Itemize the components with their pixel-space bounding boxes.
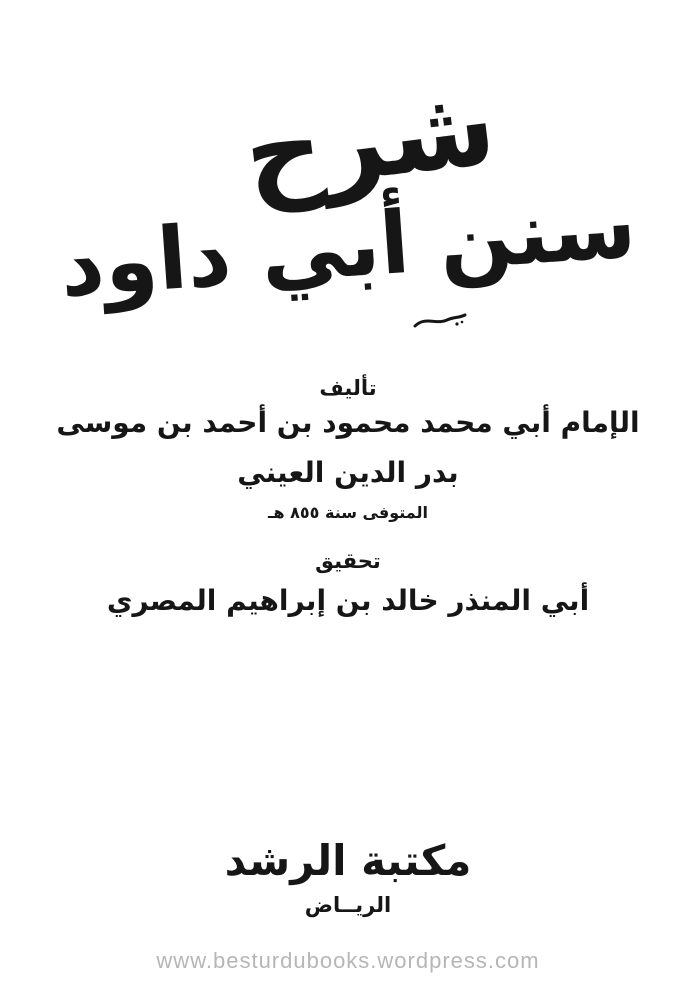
- publisher-name: مكتبة الرشد: [224, 836, 472, 885]
- publisher-city: الريــاض: [304, 893, 392, 917]
- editor-section-label: تحقيق: [315, 549, 381, 573]
- author-death-note: المتوفى سنة ٨٥٥ هـ: [268, 503, 428, 522]
- author-section-label: تأليف: [319, 376, 377, 400]
- calligrapher-flourish-icon: [413, 312, 469, 334]
- book-title-line-1: شرح: [237, 63, 503, 218]
- editor-name: أبي المنذر خالد بن إبراهيم المصري: [106, 584, 590, 617]
- watermark-url-text: www.besturdubooks.wordpress.com: [156, 948, 540, 973]
- author-name-line-2: بدر الدين العيني: [237, 456, 459, 489]
- author-name-line-1: الإمام أبي محمد محمود بن أحمد بن موسى: [56, 406, 640, 439]
- book-title-line-2: سنن أبي داود: [56, 176, 640, 318]
